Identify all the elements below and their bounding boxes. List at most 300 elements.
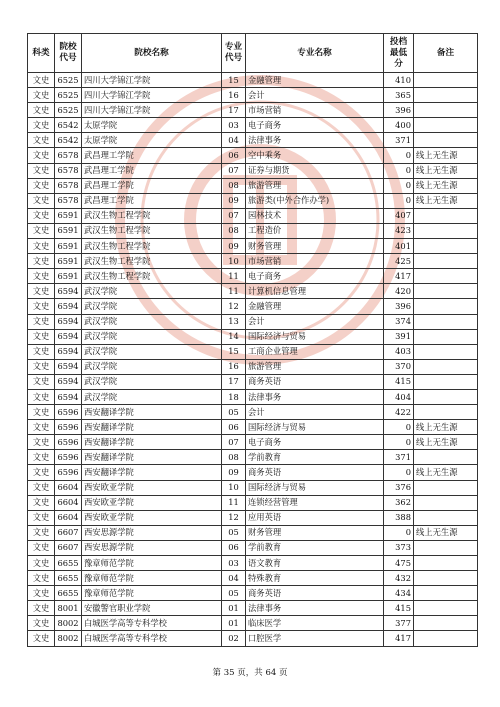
cell-school-code: 6596	[55, 435, 82, 450]
cell-min-score: 401	[384, 239, 414, 254]
admission-score-table	[27, 33, 478, 647]
cell-school-name: 西安欧亚学院	[82, 495, 222, 510]
table-row	[28, 374, 478, 389]
cell-major-code: 08	[222, 450, 246, 465]
cell-category: 文史	[28, 133, 55, 148]
cell-school-name: 武汉学院	[82, 374, 222, 389]
cell-major-code: 04	[222, 133, 246, 148]
cell-category: 文史	[28, 299, 55, 314]
cell-major-code: 09	[222, 193, 246, 208]
cell-major-name: 会计	[246, 314, 384, 329]
cell-min-score: 417	[384, 269, 414, 284]
cell-major-name: 商务英语	[246, 586, 384, 601]
cell-major-code: 05	[222, 525, 246, 540]
cell-remarks: 线上无生源	[414, 435, 478, 450]
cell-category: 文史	[28, 465, 55, 480]
cell-school-code: 6591	[55, 208, 82, 223]
cell-category: 文史	[28, 510, 55, 525]
cell-major-code: 01	[222, 601, 246, 616]
cell-major-code: 06	[222, 148, 246, 163]
cell-school-name: 西安翻译学院	[82, 405, 222, 420]
cell-school-code: 6655	[55, 571, 82, 586]
cell-school-code: 6596	[55, 465, 82, 480]
cell-major-name: 财务管理	[246, 239, 384, 254]
cell-category: 文史	[28, 359, 55, 374]
cell-min-score: 415	[384, 601, 414, 616]
cell-remarks: 线上无生源	[414, 420, 478, 435]
cell-min-score: 371	[384, 450, 414, 465]
cell-major-name: 市场营销	[246, 103, 384, 118]
cell-category: 文史	[28, 314, 55, 329]
cell-school-code: 6596	[55, 405, 82, 420]
cell-major-code: 10	[222, 480, 246, 495]
table-header-row	[28, 34, 478, 73]
cell-category: 文史	[28, 420, 55, 435]
cell-category: 文史	[28, 284, 55, 299]
cell-category: 文史	[28, 103, 55, 118]
cell-school-code: 6525	[55, 88, 82, 103]
cell-school-name: 西安翻译学院	[82, 435, 222, 450]
cell-school-code: 6542	[55, 118, 82, 133]
cell-major-code: 11	[222, 284, 246, 299]
cell-category: 文史	[28, 148, 55, 163]
cell-major-name: 证券与期货	[246, 163, 384, 178]
cell-school-name: 武汉学院	[82, 359, 222, 374]
cell-category: 文史	[28, 540, 55, 555]
cell-major-code: 15	[222, 344, 246, 359]
cell-min-score: 391	[384, 329, 414, 344]
page-number-footer: 第 35 页，共 64 页	[212, 668, 288, 678]
cell-category: 文史	[28, 586, 55, 601]
table-row	[28, 510, 478, 525]
table-row	[28, 163, 478, 178]
cell-remarks: 线上无生源	[414, 163, 478, 178]
cell-remarks	[414, 344, 478, 359]
cell-school-name: 四川大学锦江学院	[82, 88, 222, 103]
table-row	[28, 148, 478, 163]
cell-category: 文史	[28, 163, 55, 178]
cell-major-code: 08	[222, 178, 246, 193]
cell-school-code: 6594	[55, 329, 82, 344]
cell-category: 文史	[28, 435, 55, 450]
cell-category: 文史	[28, 616, 55, 631]
cell-school-code: 6578	[55, 163, 82, 178]
cell-school-name: 武汉生物工程学院	[82, 208, 222, 223]
cell-category: 文史	[28, 571, 55, 586]
cell-major-name: 学前教育	[246, 540, 384, 555]
cell-remarks: 线上无生源	[414, 178, 478, 193]
cell-min-score: 410	[384, 73, 414, 88]
cell-school-name: 武汉生物工程学院	[82, 254, 222, 269]
cell-category: 文史	[28, 223, 55, 238]
cell-min-score: 475	[384, 556, 414, 571]
cell-min-score: 407	[384, 208, 414, 223]
cell-school-code: 6591	[55, 239, 82, 254]
cell-min-score: 362	[384, 495, 414, 510]
cell-min-score: 0	[384, 435, 414, 450]
cell-remarks	[414, 450, 478, 465]
cell-category: 文史	[28, 525, 55, 540]
cell-school-name: 武汉生物工程学院	[82, 223, 222, 238]
cell-remarks	[414, 495, 478, 510]
cell-school-name: 武昌理工学院	[82, 148, 222, 163]
cell-school-code: 6578	[55, 193, 82, 208]
cell-min-score: 0	[384, 193, 414, 208]
table-row	[28, 329, 478, 344]
cell-school-name: 西安翻译学院	[82, 450, 222, 465]
cell-major-code: 02	[222, 631, 246, 646]
cell-min-score: 396	[384, 299, 414, 314]
cell-remarks	[414, 586, 478, 601]
cell-school-code: 6542	[55, 133, 82, 148]
cell-min-score: 388	[384, 510, 414, 525]
cell-major-name: 国际经济与贸易	[246, 420, 384, 435]
cell-school-code: 6591	[55, 269, 82, 284]
cell-category: 文史	[28, 495, 55, 510]
cell-school-name: 西安翻译学院	[82, 465, 222, 480]
cell-category: 文史	[28, 405, 55, 420]
cell-remarks	[414, 88, 478, 103]
cell-school-name: 白城医学高等专科学校	[82, 616, 222, 631]
cell-major-name: 园林技术	[246, 208, 384, 223]
table-row	[28, 450, 478, 465]
cell-school-code: 6655	[55, 556, 82, 571]
cell-major-name: 学前教育	[246, 450, 384, 465]
cell-min-score: 377	[384, 616, 414, 631]
cell-major-name: 法律事务	[246, 389, 384, 404]
cell-school-name: 豫章师范学院	[82, 586, 222, 601]
table-row	[28, 616, 478, 631]
table-row	[28, 239, 478, 254]
cell-category: 文史	[28, 556, 55, 571]
table-row	[28, 208, 478, 223]
cell-major-name: 商务英语	[246, 374, 384, 389]
header-category: 科类	[28, 34, 55, 73]
cell-remarks	[414, 284, 478, 299]
cell-min-score: 0	[384, 420, 414, 435]
cell-major-name: 特殊教育	[246, 571, 384, 586]
cell-school-code: 6594	[55, 374, 82, 389]
table-row	[28, 405, 478, 420]
cell-remarks: 线上无生源	[414, 148, 478, 163]
cell-category: 文史	[28, 73, 55, 88]
cell-school-name: 武汉学院	[82, 329, 222, 344]
cell-remarks	[414, 540, 478, 555]
cell-min-score: 403	[384, 344, 414, 359]
cell-major-name: 计算机信息管理	[246, 284, 384, 299]
cell-major-name: 会计	[246, 405, 384, 420]
cell-school-code: 6591	[55, 254, 82, 269]
cell-remarks	[414, 208, 478, 223]
cell-min-score: 370	[384, 359, 414, 374]
cell-major-name: 法律事务	[246, 601, 384, 616]
table-row	[28, 133, 478, 148]
cell-min-score: 0	[384, 163, 414, 178]
cell-remarks	[414, 374, 478, 389]
cell-major-name: 口腔医学	[246, 631, 384, 646]
cell-major-name: 国际经济与贸易	[246, 480, 384, 495]
cell-school-name: 西安欧亚学院	[82, 480, 222, 495]
cell-category: 文史	[28, 178, 55, 193]
cell-major-name: 市场营销	[246, 254, 384, 269]
cell-remarks	[414, 223, 478, 238]
cell-remarks	[414, 254, 478, 269]
cell-major-name: 旅游管理	[246, 359, 384, 374]
cell-school-name: 武汉生物工程学院	[82, 269, 222, 284]
cell-school-code: 6604	[55, 495, 82, 510]
cell-school-code: 6596	[55, 420, 82, 435]
cell-min-score: 404	[384, 389, 414, 404]
cell-major-name: 电子商务	[246, 118, 384, 133]
cell-min-score: 0	[384, 465, 414, 480]
cell-school-name: 武汉生物工程学院	[82, 239, 222, 254]
table-row	[28, 284, 478, 299]
cell-major-code: 16	[222, 88, 246, 103]
cell-school-code: 6594	[55, 284, 82, 299]
cell-min-score: 417	[384, 631, 414, 646]
cell-remarks	[414, 571, 478, 586]
cell-min-score: 396	[384, 103, 414, 118]
cell-major-name: 语文教育	[246, 556, 384, 571]
cell-major-code: 13	[222, 314, 246, 329]
cell-category: 文史	[28, 450, 55, 465]
cell-remarks	[414, 510, 478, 525]
cell-major-code: 16	[222, 359, 246, 374]
cell-category: 文史	[28, 329, 55, 344]
cell-remarks	[414, 299, 478, 314]
cell-min-score: 376	[384, 480, 414, 495]
table-body	[28, 73, 478, 647]
cell-school-name: 西安思源学院	[82, 525, 222, 540]
cell-school-name: 四川大学锦江学院	[82, 73, 222, 88]
cell-major-name: 连锁经营管理	[246, 495, 384, 510]
cell-school-name: 西安思源学院	[82, 540, 222, 555]
header-min-score: 投档最低分	[384, 34, 414, 73]
cell-major-name: 工程造价	[246, 223, 384, 238]
cell-major-code: 03	[222, 556, 246, 571]
cell-min-score: 373	[384, 540, 414, 555]
cell-remarks	[414, 239, 478, 254]
cell-remarks	[414, 314, 478, 329]
header-school-name: 院校名称	[82, 34, 222, 73]
cell-remarks: 线上无生源	[414, 465, 478, 480]
cell-school-name: 豫章师范学院	[82, 571, 222, 586]
cell-major-name: 工商企业管理	[246, 344, 384, 359]
cell-major-code: 05	[222, 586, 246, 601]
cell-major-name: 财务管理	[246, 525, 384, 540]
cell-min-score: 425	[384, 254, 414, 269]
cell-remarks	[414, 480, 478, 495]
cell-category: 文史	[28, 254, 55, 269]
cell-major-code: 14	[222, 329, 246, 344]
cell-school-name: 西安翻译学院	[82, 420, 222, 435]
table-row	[28, 480, 478, 495]
cell-remarks	[414, 631, 478, 646]
cell-remarks	[414, 405, 478, 420]
cell-remarks: 线上无生源	[414, 193, 478, 208]
cell-school-code: 6596	[55, 450, 82, 465]
table-row	[28, 435, 478, 450]
cell-remarks: 线上无生源	[414, 525, 478, 540]
cell-min-score: 415	[384, 374, 414, 389]
cell-school-name: 四川大学锦江学院	[82, 103, 222, 118]
cell-school-name: 武汉学院	[82, 284, 222, 299]
cell-major-code: 10	[222, 254, 246, 269]
cell-min-score: 400	[384, 118, 414, 133]
cell-major-code: 08	[222, 223, 246, 238]
cell-school-code: 6604	[55, 510, 82, 525]
table-row	[28, 103, 478, 118]
cell-category: 文史	[28, 88, 55, 103]
cell-major-name: 旅游类(中外合作办学)	[246, 193, 384, 208]
cell-min-score: 422	[384, 405, 414, 420]
table-row	[28, 359, 478, 374]
cell-category: 文史	[28, 118, 55, 133]
cell-school-code: 6594	[55, 314, 82, 329]
cell-school-name: 武汉学院	[82, 314, 222, 329]
cell-major-code: 11	[222, 495, 246, 510]
cell-major-code: 11	[222, 269, 246, 284]
table-row	[28, 223, 478, 238]
cell-major-name: 金融管理	[246, 299, 384, 314]
cell-school-code: 6607	[55, 540, 82, 555]
cell-major-name: 金融管理	[246, 73, 384, 88]
cell-min-score: 420	[384, 284, 414, 299]
table-row	[28, 254, 478, 269]
cell-min-score: 374	[384, 314, 414, 329]
table-row	[28, 495, 478, 510]
cell-major-name: 电子商务	[246, 269, 384, 284]
cell-school-code: 6655	[55, 586, 82, 601]
cell-min-score: 0	[384, 178, 414, 193]
cell-category: 文史	[28, 374, 55, 389]
table-row	[28, 571, 478, 586]
cell-school-code: 6525	[55, 103, 82, 118]
cell-category: 文史	[28, 239, 55, 254]
cell-major-code: 15	[222, 73, 246, 88]
header-major-name: 专业名称	[246, 34, 384, 73]
cell-major-code: 01	[222, 616, 246, 631]
cell-school-name: 西安欧亚学院	[82, 510, 222, 525]
cell-school-code: 6591	[55, 223, 82, 238]
table-row	[28, 389, 478, 404]
header-school-code: 院校代号	[55, 34, 82, 73]
cell-major-code: 04	[222, 571, 246, 586]
cell-min-score: 0	[384, 525, 414, 540]
cell-school-code: 8002	[55, 631, 82, 646]
cell-school-name: 太原学院	[82, 133, 222, 148]
cell-remarks	[414, 269, 478, 284]
table-row	[28, 420, 478, 435]
table-row	[28, 88, 478, 103]
cell-school-name: 武昌理工学院	[82, 163, 222, 178]
cell-major-code: 18	[222, 389, 246, 404]
cell-school-code: 6578	[55, 148, 82, 163]
cell-remarks	[414, 73, 478, 88]
cell-school-name: 武汉学院	[82, 344, 222, 359]
cell-school-code: 6594	[55, 299, 82, 314]
cell-min-score: 365	[384, 88, 414, 103]
cell-major-code: 03	[222, 118, 246, 133]
cell-school-code: 6607	[55, 525, 82, 540]
cell-category: 文史	[28, 344, 55, 359]
cell-category: 文史	[28, 631, 55, 646]
cell-major-name: 空中乘务	[246, 148, 384, 163]
cell-major-code: 06	[222, 420, 246, 435]
cell-remarks	[414, 329, 478, 344]
cell-remarks	[414, 556, 478, 571]
cell-school-code: 6594	[55, 389, 82, 404]
cell-school-name: 武汉学院	[82, 299, 222, 314]
cell-major-code: 07	[222, 208, 246, 223]
cell-school-code: 6594	[55, 359, 82, 374]
cell-school-name: 豫章师范学院	[82, 556, 222, 571]
cell-category: 文史	[28, 269, 55, 284]
cell-major-code: 17	[222, 374, 246, 389]
cell-major-name: 国际经济与贸易	[246, 329, 384, 344]
cell-min-score: 0	[384, 148, 414, 163]
cell-school-name: 安徽警官职业学院	[82, 601, 222, 616]
cell-category: 文史	[28, 208, 55, 223]
cell-major-name: 临床医学	[246, 616, 384, 631]
cell-remarks	[414, 601, 478, 616]
cell-remarks	[414, 103, 478, 118]
cell-major-name: 电子商务	[246, 435, 384, 450]
table-row	[28, 178, 478, 193]
cell-school-code: 8001	[55, 601, 82, 616]
cell-school-name: 武昌理工学院	[82, 193, 222, 208]
cell-school-code: 6578	[55, 178, 82, 193]
cell-category: 文史	[28, 389, 55, 404]
cell-major-name: 会计	[246, 88, 384, 103]
table-row	[28, 556, 478, 571]
cell-major-code: 07	[222, 163, 246, 178]
cell-major-code: 09	[222, 239, 246, 254]
table-row	[28, 118, 478, 133]
cell-major-name: 法律事务	[246, 133, 384, 148]
cell-major-name: 应用英语	[246, 510, 384, 525]
table-row	[28, 269, 478, 284]
cell-major-code: 17	[222, 103, 246, 118]
header-major-code: 专业代号	[222, 34, 246, 73]
cell-major-code: 09	[222, 465, 246, 480]
cell-major-code: 12	[222, 510, 246, 525]
table-row	[28, 525, 478, 540]
cell-category: 文史	[28, 480, 55, 495]
cell-min-score: 434	[384, 586, 414, 601]
table-row	[28, 299, 478, 314]
cell-remarks	[414, 389, 478, 404]
table-row	[28, 586, 478, 601]
cell-major-name: 商务英语	[246, 465, 384, 480]
cell-major-name: 旅游管理	[246, 178, 384, 193]
cell-school-name: 武昌理工学院	[82, 178, 222, 193]
cell-category: 文史	[28, 193, 55, 208]
cell-major-code: 05	[222, 405, 246, 420]
cell-min-score: 423	[384, 223, 414, 238]
cell-min-score: 432	[384, 571, 414, 586]
cell-min-score: 371	[384, 133, 414, 148]
table-row	[28, 314, 478, 329]
cell-school-code: 6604	[55, 480, 82, 495]
table-row	[28, 344, 478, 359]
cell-major-code: 07	[222, 435, 246, 450]
cell-major-code: 06	[222, 540, 246, 555]
cell-remarks	[414, 118, 478, 133]
cell-major-code: 12	[222, 299, 246, 314]
table-row	[28, 540, 478, 555]
table-row	[28, 601, 478, 616]
